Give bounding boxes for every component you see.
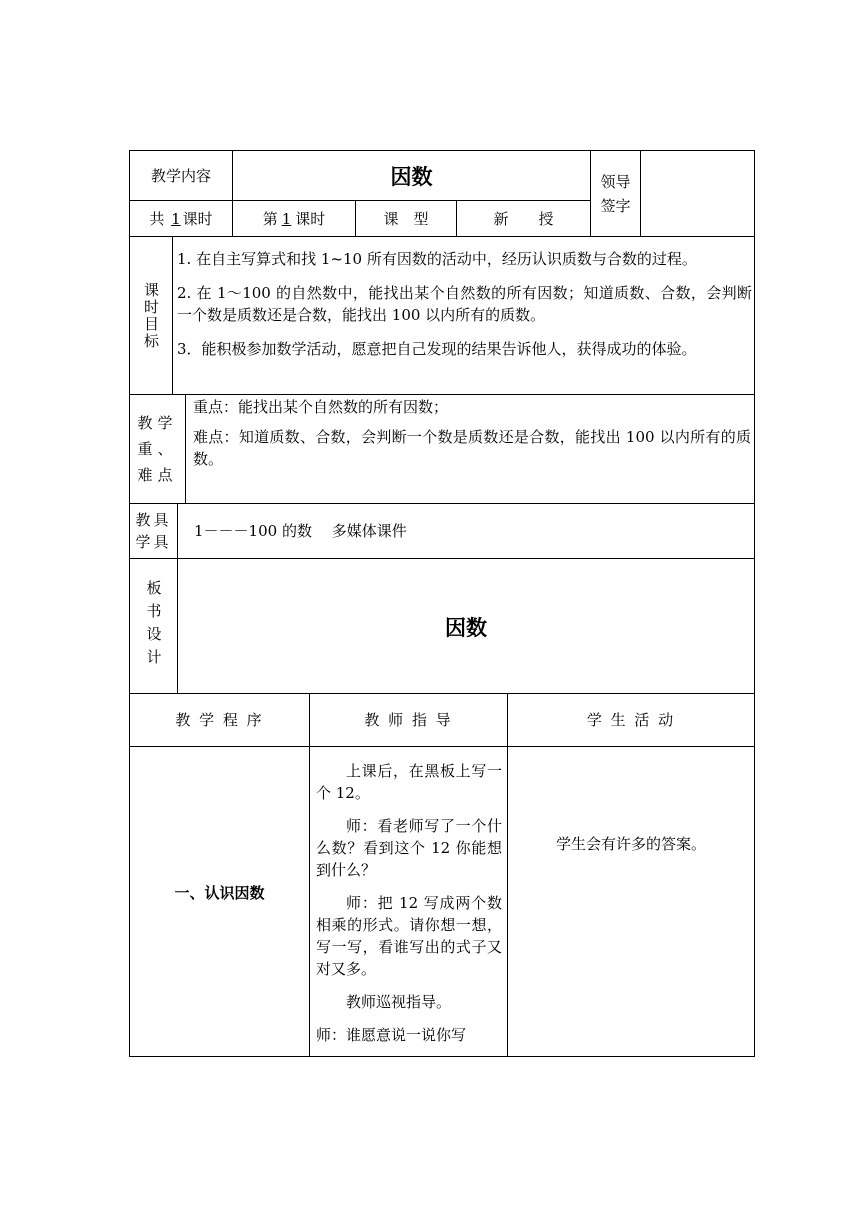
table-border-right xyxy=(754,150,755,1057)
table-border-bottom xyxy=(129,1056,755,1057)
col-divider xyxy=(309,693,310,1056)
objective-item: 1. 在自主写算式和找 1~10 所有因数的活动中，经历认识质数与合数的过程。 xyxy=(177,250,697,268)
key-points-label-text: 教学重、难点 xyxy=(137,414,178,484)
col-divider xyxy=(172,236,173,394)
tools-label xyxy=(130,504,177,558)
col-divider xyxy=(177,503,178,558)
row-divider xyxy=(129,558,755,559)
stage-title: 一、认识因数 xyxy=(174,883,265,902)
lesson-number xyxy=(233,201,355,236)
total-num: 1 xyxy=(171,209,181,228)
board-title: 因数 xyxy=(445,615,487,640)
objective-item: 2. 在 1～100 的自然数中，能找出某个自然数的所有因数；知道质数、合数，会判断一个数是质数还是合数，能找出 100 以内所有的质数。 xyxy=(177,284,752,324)
leader-sign-area xyxy=(641,151,754,236)
objectives-list xyxy=(177,248,752,360)
type-label: 课 型 xyxy=(383,209,429,228)
student-header: 学 生 活 动 xyxy=(586,711,676,729)
leader-sign-text: 领导签字 xyxy=(600,172,631,215)
difficult-point: 难点：知道质数、合数，会判断一个数是质数还是合数，能找出 100 以内所有的质数。 xyxy=(193,428,751,468)
teacher-header: 教 师 指 导 xyxy=(364,711,453,729)
row-divider xyxy=(129,394,755,395)
objective-item: 3．能积极参加数学活动，愿意把自己发现的结果告诉他人，获得成功的体验。 xyxy=(177,340,697,358)
row-divider xyxy=(129,503,755,504)
total-suffix: 课时 xyxy=(182,209,213,228)
student-activity: 学生会有许多的答案。 xyxy=(555,835,706,853)
lesson-title: 因数 xyxy=(390,163,433,189)
col-divider xyxy=(507,693,508,1056)
leader-sign-label xyxy=(591,151,640,236)
key-points-content xyxy=(193,396,751,470)
teacher-step: 教师巡视指导。 xyxy=(346,993,452,1011)
board-label xyxy=(130,559,177,693)
total-prefix: 共 xyxy=(149,209,165,228)
teacher-step: 师：看老师写了一个什么数？看到这个 12 你能想到什么？ xyxy=(316,817,502,879)
row-divider xyxy=(129,746,755,747)
lesson-suffix: 课时 xyxy=(295,209,326,228)
lesson-num: 1 xyxy=(281,209,292,228)
key-point: 重点：能找出某个自然数的所有因数； xyxy=(193,398,449,416)
tools-value: 1－－－100 的数 多媒体课件 xyxy=(194,522,407,540)
objectives-label-text: 课时目标 xyxy=(142,281,160,350)
procedure-header: 教 学 程 序 xyxy=(175,711,264,729)
col-divider xyxy=(185,394,186,503)
lesson-prefix: 第 xyxy=(262,209,278,228)
teacher-step: 师：把 12 写成两个数相乘的形式。请你想一想，写一写，看谁写出的式子又对又多。 xyxy=(316,894,502,978)
teacher-step: 上课后，在黑板上写一个 12。 xyxy=(316,762,502,802)
tools-label-text: 教具学具 xyxy=(135,511,172,551)
teacher-step: 师：谁愿意说一说你写 xyxy=(316,1026,467,1044)
content-label: 教学内容 xyxy=(150,166,211,185)
total-hours xyxy=(130,201,232,236)
teacher-guidance xyxy=(316,760,502,1046)
row-divider xyxy=(129,236,755,237)
key-points-label xyxy=(130,395,185,503)
objectives-label xyxy=(130,237,172,394)
board-label-text: 板书设计 xyxy=(144,580,163,672)
type-value: 新 授 xyxy=(493,209,554,228)
